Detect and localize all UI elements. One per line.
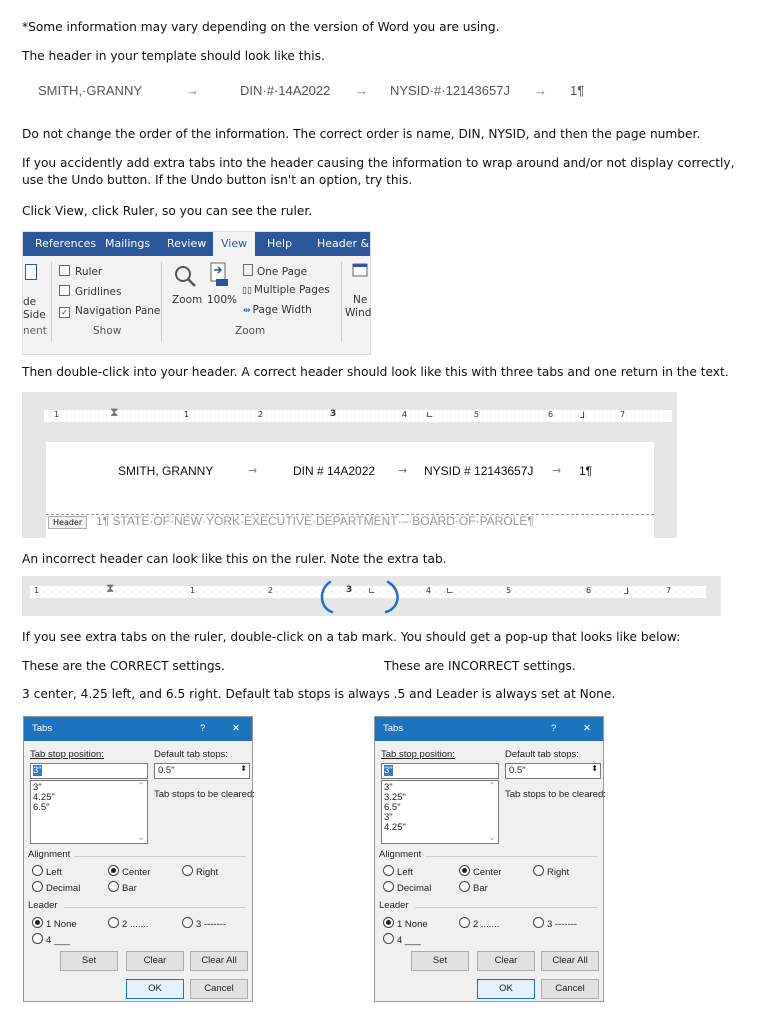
side-to-side-icon xyxy=(25,264,37,280)
arrow-icon: → xyxy=(355,83,368,98)
new-window-icon[interactable] xyxy=(351,262,369,284)
set-button[interactable]: Set xyxy=(411,951,469,971)
checkbox-icon[interactable] xyxy=(59,285,70,296)
ruler-number: 4 xyxy=(426,586,432,595)
group-line xyxy=(64,907,246,908)
leader-underline-radio[interactable]: 4 ___ xyxy=(32,933,70,946)
list-item[interactable]: 4.25" xyxy=(384,822,406,833)
group-divider xyxy=(161,262,162,342)
ruler-number: 5 xyxy=(506,586,512,595)
popup-text: If you see extra tabs on the ruler, double-click on a tab mark. You should get a pop-up that looks like below: xyxy=(22,630,681,644)
list-item[interactable]: 6.5" xyxy=(33,802,50,813)
header-page-area[interactable] xyxy=(46,442,654,538)
tab-stop-position-label: Tab stop position: xyxy=(30,749,104,760)
close-icon[interactable]: ✕ xyxy=(583,723,591,734)
indent-marker-icon[interactable]: ⧗ xyxy=(106,581,115,595)
ok-button[interactable]: OK xyxy=(477,979,535,999)
group-line xyxy=(74,856,246,857)
tabs-dialog-correct xyxy=(23,716,253,1002)
ruler-number: 1 xyxy=(34,586,40,595)
ribbon-tab-bar xyxy=(23,232,379,256)
double-click-text: Then double-click into your header. A correct header should look like this with three tabs and one return in the text. xyxy=(22,365,729,379)
help-icon[interactable]: ? xyxy=(551,723,557,734)
leader-label: Leader xyxy=(28,900,58,911)
tab-arrow-icon: → xyxy=(552,464,562,477)
one-page-icon xyxy=(243,264,253,276)
header-din: DIN # 14A2022 xyxy=(293,464,376,478)
navigation-pane-checkbox[interactable]: ✓ Navigation Pane xyxy=(59,305,160,318)
tabs-dialog-incorrect xyxy=(374,716,604,1002)
dialog-title: Tabs xyxy=(383,723,404,734)
align-right-radio[interactable]: Right xyxy=(533,865,569,878)
header-intro-text: The header in your template should look like this. xyxy=(22,49,325,63)
zoom-100-icon[interactable] xyxy=(210,262,230,288)
gridlines-checkbox[interactable]: Gridlines xyxy=(59,285,121,298)
cancel-button[interactable]: Cancel xyxy=(190,979,248,999)
spinner-arrows-icon[interactable]: ⬍ xyxy=(240,764,247,773)
scroll-down-icon[interactable]: ⌄ xyxy=(137,832,145,843)
scroll-up-icon[interactable]: ⌃ xyxy=(137,781,145,792)
leader-none-radio[interactable]: 1 None xyxy=(383,917,428,930)
center-tab-marker-icon[interactable]: 3 xyxy=(346,585,353,595)
example-header-din: DIN·#·14A2022 xyxy=(240,83,331,98)
align-bar-radio[interactable]: Bar xyxy=(459,881,488,894)
tab-arrow-icon: → xyxy=(248,464,258,477)
set-button[interactable]: Set xyxy=(60,951,118,971)
spinner-arrows-icon[interactable]: ⬍ xyxy=(591,764,598,773)
default-tab-stops-spinner[interactable]: 0.5" ⬍ xyxy=(154,763,250,779)
dialog-title-bar xyxy=(24,717,252,741)
tab-stop-position-input[interactable]: 3" xyxy=(381,763,499,779)
arrow-icon: → xyxy=(534,83,547,98)
list-item[interactable]: 3" xyxy=(384,782,393,793)
scroll-down-icon[interactable]: ⌄ xyxy=(488,832,496,843)
example-header-page: 1¶ xyxy=(570,83,585,98)
extra-tab-marker-icon[interactable]: ∟ xyxy=(368,587,376,597)
leader-dots-radio[interactable]: 2 ....... xyxy=(459,917,499,930)
ribbon-screenshot xyxy=(22,231,379,355)
group-divider xyxy=(341,262,342,342)
tab-arrow-icon: → xyxy=(398,464,408,477)
undo-text: If you accidently add extra tabs into the header causing the information to wrap around and/or not display correctly, use the Undo button. If the Undo button isn't an option, try this. xyxy=(22,156,735,187)
ruler-number: 6 xyxy=(548,410,554,419)
align-left-radio[interactable]: Left xyxy=(32,865,62,878)
extra-tab-highlight-circle xyxy=(318,578,402,616)
tab-references[interactable]: References xyxy=(35,237,97,250)
indent-marker-icon[interactable]: ⧗ xyxy=(110,405,119,419)
tab-stop-position-input[interactable]: 3" xyxy=(30,763,148,779)
tab-stops-to-be-cleared-label: Tab stops to be cleared: xyxy=(154,789,255,800)
incorrect-settings-label: These are INCORRECT settings. xyxy=(384,659,576,673)
dialog-title: Tabs xyxy=(32,723,53,734)
body-first-line: 1¶ STATE·OF·NEW·YORK·EXECUTIVE·DEPARTMENT·–·BOARD·OF·PAROLE¶ xyxy=(96,514,534,528)
tab-review[interactable]: Review xyxy=(167,237,207,250)
ruler-number: 4 xyxy=(402,410,408,419)
dialog-title-bar xyxy=(375,717,603,741)
tab-header-footer[interactable]: Header & F xyxy=(317,237,379,250)
left-tab-marker-icon[interactable]: ∟ xyxy=(426,411,434,421)
checkmark-icon[interactable]: ✓ xyxy=(59,307,70,318)
order-text: Do not change the order of the information. The correct order is name, DIN, NYSID, and then the page number. xyxy=(22,127,701,141)
clear-all-button[interactable]: Clear All xyxy=(541,951,599,971)
new-window-label[interactable]: Wind xyxy=(345,307,372,319)
default-tab-stops-label: Default tab stops: xyxy=(505,749,579,760)
ruler-ticks xyxy=(44,410,672,422)
cancel-button[interactable]: Cancel xyxy=(541,979,599,999)
ruler-number: 7 xyxy=(620,410,626,419)
incorrect-text: An incorrect header can look like this on the ruler. Note the extra tab. xyxy=(22,552,447,566)
leader-underline-radio[interactable]: 4 ___ xyxy=(383,933,421,946)
list-item[interactable]: 3" xyxy=(384,812,393,823)
correct-settings-label: These are the CORRECT settings. xyxy=(22,659,225,673)
example-header-name: SMITH,·GRANNY xyxy=(38,83,142,98)
show-group-label: Show xyxy=(93,325,122,337)
group-line xyxy=(415,907,597,908)
align-center-radio[interactable]: Center xyxy=(108,865,151,878)
ruler[interactable] xyxy=(44,405,672,422)
ruler-number: 1 xyxy=(184,410,190,419)
multiple-pages-icon: ▯▯ xyxy=(242,286,252,296)
checkbox-icon[interactable] xyxy=(59,265,70,276)
align-decimal-radio[interactable]: Decimal xyxy=(383,881,431,894)
tab-help[interactable]: Help xyxy=(267,237,293,250)
clear-button[interactable]: Clear xyxy=(477,951,535,971)
alignment-label: Alignment xyxy=(379,849,422,860)
list-item[interactable]: 3" xyxy=(33,782,42,793)
leader-none-radio[interactable]: 1 None xyxy=(32,917,77,930)
ok-button[interactable]: OK xyxy=(126,979,184,999)
align-center-radio[interactable]: Center xyxy=(459,865,502,878)
zoom-100-label[interactable]: 100% xyxy=(207,294,238,306)
scroll-up-icon[interactable]: ⌃ xyxy=(488,781,496,792)
ruler-number: 7 xyxy=(666,586,672,595)
list-item[interactable]: 4.25" xyxy=(33,792,55,803)
center-tab-marker-icon[interactable]: 3 xyxy=(330,409,337,419)
tab-mailings[interactable]: Mailings xyxy=(105,237,151,250)
version-note: *Some information may vary depending on the version of Word you are using. xyxy=(22,20,500,34)
ruler-number: 6 xyxy=(586,586,592,595)
zoom-button-label[interactable]: Zoom xyxy=(172,294,203,306)
tab-view[interactable]: View xyxy=(213,232,255,256)
tab-stop-list[interactable] xyxy=(30,780,148,844)
group-line xyxy=(425,856,597,857)
side-to-side-label: de xyxy=(23,296,37,308)
tab-stop-list[interactable] xyxy=(381,780,499,844)
leader-dashes-radio[interactable]: 3 ------- xyxy=(533,917,577,930)
align-bar-radio[interactable]: Bar xyxy=(108,881,137,894)
page-width-icon: ⇹ xyxy=(243,306,251,316)
group-divider xyxy=(51,262,52,342)
clear-button[interactable]: Clear xyxy=(126,951,184,971)
alignment-label: Alignment xyxy=(28,849,71,860)
help-icon[interactable]: ? xyxy=(200,723,206,734)
correct-header-screenshot xyxy=(22,392,677,538)
list-item[interactable]: 6.5" xyxy=(384,802,401,813)
ruler-number: 1 xyxy=(190,586,196,595)
right-tab-marker-icon[interactable]: ⅃ xyxy=(624,587,630,597)
default-tab-stops-label: Default tab stops: xyxy=(154,749,228,760)
tab-stop-position-label: Tab stop position: xyxy=(381,749,455,760)
ruler-number: 2 xyxy=(268,586,274,595)
align-right-radio[interactable]: Right xyxy=(182,865,218,878)
leader-dashes-radio[interactable]: 3 ------- xyxy=(182,917,226,930)
settings-text: 3 center, 4.25 left, and 6.5 right. Default tab stops is always .5 and Leader is always set at None. xyxy=(22,687,616,701)
page-width-button[interactable]: ⇹ Page Width xyxy=(243,304,312,316)
right-tab-marker-icon[interactable]: ⅃ xyxy=(580,411,586,421)
header-tag: Header xyxy=(48,516,87,529)
multiple-pages-button[interactable]: ▯▯ Multiple Pages xyxy=(242,284,330,296)
new-window-label[interactable]: Ne xyxy=(353,294,368,306)
header-page-number: 1¶ xyxy=(579,464,593,478)
side-to-side-label: Side xyxy=(23,309,46,321)
left-tab-marker-icon[interactable]: ∟ xyxy=(446,587,454,597)
one-page-button[interactable]: One Page xyxy=(243,264,307,278)
leader-dots-radio[interactable]: 2 ....... xyxy=(108,917,148,930)
ruler-number: 2 xyxy=(258,410,264,419)
click-view-text: Click View, click Ruler, so you can see the ruler. xyxy=(22,204,313,218)
tab-stops-to-be-cleared-label: Tab stops to be cleared: xyxy=(505,789,606,800)
ruler-number: 5 xyxy=(474,410,480,419)
align-decimal-radio[interactable]: Decimal xyxy=(32,881,80,894)
movement-group-label: nent xyxy=(23,325,47,337)
header-name: SMITH, GRANNY xyxy=(118,464,214,478)
zoom-group-label: Zoom xyxy=(235,325,266,337)
ruler-checkbox[interactable]: Ruler xyxy=(59,265,102,278)
ruler-number: 1 xyxy=(54,410,60,419)
zoom-magnifier-icon[interactable] xyxy=(173,264,197,288)
list-item[interactable]: 3.25" xyxy=(384,792,406,803)
leader-label: Leader xyxy=(379,900,409,911)
incorrect-ruler-screenshot xyxy=(22,576,721,616)
arrow-icon: → xyxy=(186,83,199,98)
header-nysid: NYSID # 12143657J xyxy=(424,464,534,478)
default-tab-stops-spinner[interactable]: 0.5" ⬍ xyxy=(505,763,601,779)
close-icon[interactable]: ✕ xyxy=(232,723,240,734)
clear-all-button[interactable]: Clear All xyxy=(190,951,248,971)
align-left-radio[interactable]: Left xyxy=(383,865,413,878)
example-header-nysid: NYSID·#·12143657J xyxy=(390,83,510,98)
